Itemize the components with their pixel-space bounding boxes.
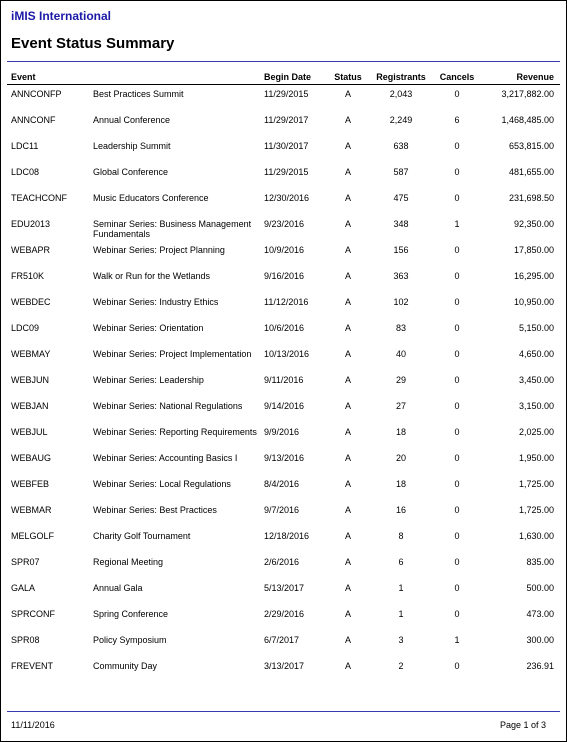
event-name: Walk or Run for the Wetlands [93, 271, 211, 281]
table-row [1, 555, 566, 581]
revenue-cell: 2,025.00 [518, 427, 554, 437]
cancels-cell: 0 [454, 193, 460, 203]
event-code: WEBJAN [11, 401, 49, 411]
revenue-cell: 500.00 [526, 583, 554, 593]
begin-date: 10/6/2016 [264, 323, 305, 333]
header-divider [7, 61, 560, 62]
table-row [1, 607, 566, 633]
registrants-cell: 348 [393, 219, 409, 229]
event-code: SPR08 [11, 635, 40, 645]
event-code: WEBMAY [11, 349, 51, 359]
event-name: Webinar Series: Leadership [93, 375, 204, 385]
table-row [1, 217, 566, 243]
cancels-cell: 0 [454, 453, 460, 463]
status-cell: A [344, 531, 351, 541]
registrants-cell: 3 [398, 635, 404, 645]
status-cell: A [344, 219, 351, 229]
begin-date: 12/18/2016 [264, 531, 310, 541]
cancels-cell: 6 [454, 115, 460, 125]
registrants-cell: 18 [395, 427, 406, 437]
cancels-cell: 0 [454, 271, 460, 281]
event-name: Webinar Series: Reporting Requirements [93, 427, 257, 437]
table-row [1, 139, 566, 165]
registrants-cell: 29 [395, 375, 406, 385]
event-code: WEBJUL [11, 427, 48, 437]
revenue-cell: 10,950.00 [513, 297, 554, 307]
status-cell: A [344, 635, 351, 645]
cancels-cell: 0 [454, 167, 460, 177]
table-row [1, 113, 566, 139]
table-row [1, 191, 566, 217]
revenue-cell: 3,450.00 [518, 375, 554, 385]
cancels-cell: 0 [454, 297, 460, 307]
event-code: GALA [11, 583, 36, 593]
event-name: Regional Meeting [93, 557, 164, 567]
registrants-cell: 6 [398, 557, 404, 567]
cancels-cell: 0 [454, 401, 460, 411]
status-cell: A [344, 245, 351, 255]
begin-date: 3/13/2017 [264, 661, 305, 671]
status-cell: A [344, 661, 351, 671]
table-header [1, 70, 566, 84]
revenue-cell: 1,468,485.00 [501, 115, 554, 125]
registrants-cell: 8 [398, 531, 404, 541]
event-name: Webinar Series: Project Implementation [93, 349, 252, 359]
cancels-cell: 0 [454, 479, 460, 489]
event-name: Global Conference [93, 167, 169, 177]
column-header-revenue: Revenue [516, 72, 554, 82]
table-row [1, 243, 566, 269]
revenue-cell: 16,295.00 [513, 271, 554, 281]
revenue-cell: 1,725.00 [518, 479, 554, 489]
report-title: Event Status Summary [11, 35, 175, 52]
revenue-cell: 4,650.00 [518, 349, 554, 359]
cancels-cell: 1 [454, 635, 460, 645]
registrants-cell: 2,043 [389, 89, 413, 99]
revenue-cell: 1,630.00 [518, 531, 554, 541]
begin-date: 9/11/2016 [264, 375, 304, 385]
status-cell: A [344, 583, 351, 593]
registrants-cell: 40 [395, 349, 406, 359]
status-cell: A [344, 323, 351, 333]
registrants-cell: 2 [398, 661, 404, 671]
cancels-cell: 0 [454, 557, 460, 567]
revenue-cell: 481,655.00 [508, 167, 554, 177]
table-row [1, 633, 566, 659]
cancels-cell: 0 [454, 583, 460, 593]
event-code: WEBJUN [11, 375, 49, 385]
event-code: LDC09 [11, 323, 40, 333]
revenue-cell: 653,815.00 [508, 141, 554, 151]
cancels-cell: 1 [454, 219, 460, 229]
registrants-cell: 83 [395, 323, 406, 333]
revenue-cell: 1,950.00 [518, 453, 554, 463]
event-code: WEBFEB [11, 479, 50, 489]
status-cell: A [344, 141, 351, 151]
table-row [1, 503, 566, 529]
registrants-cell: 587 [393, 167, 409, 177]
begin-date: 9/13/2016 [264, 453, 305, 463]
event-code: LDC08 [11, 167, 40, 177]
table-row [1, 425, 566, 451]
company-name: iMIS International [11, 9, 112, 23]
event-name: Webinar Series: Industry Ethics [93, 297, 219, 307]
footer-divider [7, 711, 560, 712]
table-row [1, 581, 566, 607]
event-code: EDU2013 [11, 219, 51, 229]
revenue-cell: 236.91 [526, 661, 554, 671]
table-row [1, 399, 566, 425]
cancels-cell: 0 [454, 89, 460, 99]
column-header-begin-date: Begin Date [264, 72, 312, 82]
registrants-cell: 27 [395, 401, 406, 411]
begin-date: 11/12/2016 [264, 297, 309, 307]
registrants-cell: 475 [393, 193, 409, 203]
column-header-status: Status [334, 72, 362, 82]
event-code: SPR07 [11, 557, 40, 567]
event-name: Webinar Series: Local Regulations [93, 479, 231, 489]
status-cell: A [344, 193, 351, 203]
revenue-cell: 1,725.00 [518, 505, 554, 515]
event-code: WEBMAR [11, 505, 52, 515]
column-header-cancels: Cancels [439, 72, 475, 82]
begin-date: 6/7/2017 [264, 635, 300, 645]
status-cell: A [344, 401, 351, 411]
begin-date: 9/9/2016 [264, 427, 300, 437]
event-name: Music Educators Conference [93, 193, 209, 203]
table-row [1, 451, 566, 477]
cancels-cell: 0 [454, 323, 460, 333]
event-name: Charity Golf Tournament [93, 531, 191, 541]
status-cell: A [344, 167, 351, 177]
table-row [1, 321, 566, 347]
cancels-cell: 0 [454, 427, 460, 437]
event-name: Webinar Series: Project Planning [93, 245, 225, 255]
begin-date: 12/30/2016 [264, 193, 310, 203]
status-cell: A [344, 89, 351, 99]
status-cell: A [344, 349, 351, 359]
table-row [1, 269, 566, 295]
status-cell: A [344, 453, 351, 463]
event-name: Leadership Summit [93, 141, 171, 151]
revenue-cell: 5,150.00 [518, 323, 554, 333]
event-code: MELGOLF [11, 531, 55, 541]
event-name: Annual Gala [93, 583, 143, 593]
cancels-cell: 0 [454, 531, 460, 541]
cancels-cell: 0 [454, 375, 460, 385]
table-row [1, 295, 566, 321]
registrants-cell: 16 [395, 505, 406, 515]
footer-date: 11/11/2016 [11, 720, 55, 730]
table-row [1, 373, 566, 399]
page-indicator: Page 1 of 3 [499, 720, 546, 730]
revenue-cell: 17,850.00 [513, 245, 554, 255]
event-code: FR510K [11, 271, 45, 281]
cancels-cell: 0 [454, 141, 460, 151]
begin-date: 2/6/2016 [264, 557, 300, 567]
table-body [1, 87, 566, 685]
registrants-cell: 2,249 [389, 115, 413, 125]
table-row [1, 477, 566, 503]
registrants-cell: 102 [393, 297, 409, 307]
revenue-cell: 231,698.50 [508, 193, 554, 203]
event-code: ANNCONFP [11, 89, 62, 99]
begin-date: 9/14/2016 [264, 401, 305, 411]
column-header-event: Event [11, 72, 36, 82]
cancels-cell: 0 [454, 505, 460, 515]
column-header-registrants: Registrants [376, 72, 426, 82]
registrants-cell: 638 [393, 141, 409, 151]
event-name: Webinar Series: Best Practices [93, 505, 217, 515]
revenue-cell: 835.00 [526, 557, 554, 567]
table-row [1, 659, 566, 685]
revenue-cell: 3,150.00 [518, 401, 554, 411]
table-row [1, 529, 566, 555]
begin-date: 10/13/2016 [264, 349, 310, 359]
status-cell: A [344, 115, 351, 125]
begin-date: 2/29/2016 [264, 609, 305, 619]
event-name: Annual Conference [93, 115, 171, 125]
begin-date: 11/29/2015 [264, 89, 309, 99]
begin-date: 10/9/2016 [264, 245, 305, 255]
revenue-cell: 473.00 [526, 609, 554, 619]
event-name: Community Day [93, 661, 158, 671]
event-code: ANNCONF [11, 115, 56, 125]
status-cell: A [344, 297, 351, 307]
event-code: WEBDEC [11, 297, 51, 307]
event-code: WEBAPR [11, 245, 51, 255]
event-name: Webinar Series: Accounting Basics I [93, 453, 238, 463]
registrants-cell: 156 [393, 245, 409, 255]
begin-date: 5/13/2017 [264, 583, 305, 593]
event-name: Webinar Series: National Regulations [93, 401, 243, 411]
status-cell: A [344, 479, 351, 489]
registrants-cell: 1 [398, 583, 404, 593]
begin-date: 11/30/2017 [264, 141, 309, 151]
status-cell: A [344, 271, 351, 281]
registrants-cell: 20 [395, 453, 406, 463]
event-code: LDC11 [11, 141, 39, 151]
begin-date: 9/16/2016 [264, 271, 305, 281]
begin-date: 11/29/2015 [264, 167, 309, 177]
event-name: Seminar Series: Business Management Fundamentals [93, 219, 252, 239]
table-row [1, 87, 566, 113]
event-code: FREVENT [11, 661, 54, 671]
registrants-cell: 18 [395, 479, 406, 489]
status-cell: A [344, 609, 351, 619]
event-name: Webinar Series: Orientation [93, 323, 204, 333]
begin-date: 8/4/2016 [264, 479, 300, 489]
revenue-cell: 300.00 [526, 635, 554, 645]
status-cell: A [344, 427, 351, 437]
event-name: Best Practices Summit [93, 89, 184, 99]
event-name: Policy Symposium [93, 635, 167, 645]
event-code: TEACHCONF [11, 193, 67, 203]
begin-date: 9/23/2016 [264, 219, 305, 229]
begin-date: 9/7/2016 [264, 505, 300, 515]
revenue-cell: 92,350.00 [513, 219, 554, 229]
registrants-cell: 1 [398, 609, 404, 619]
revenue-cell: 3,217,882.00 [501, 89, 554, 99]
cancels-cell: 0 [454, 349, 460, 359]
cancels-cell: 0 [454, 609, 460, 619]
cancels-cell: 0 [454, 245, 460, 255]
cancels-cell: 0 [454, 661, 460, 671]
status-cell: A [344, 505, 351, 515]
event-code: WEBAUG [11, 453, 52, 463]
table-row [1, 165, 566, 191]
status-cell: A [344, 375, 351, 385]
table-row [1, 347, 566, 373]
registrants-cell: 363 [393, 271, 409, 281]
begin-date: 11/29/2017 [264, 115, 309, 125]
event-name: Spring Conference [93, 609, 169, 619]
event-code: SPRCONF [11, 609, 56, 619]
status-cell: A [344, 557, 351, 567]
table-header-underline [7, 84, 560, 85]
